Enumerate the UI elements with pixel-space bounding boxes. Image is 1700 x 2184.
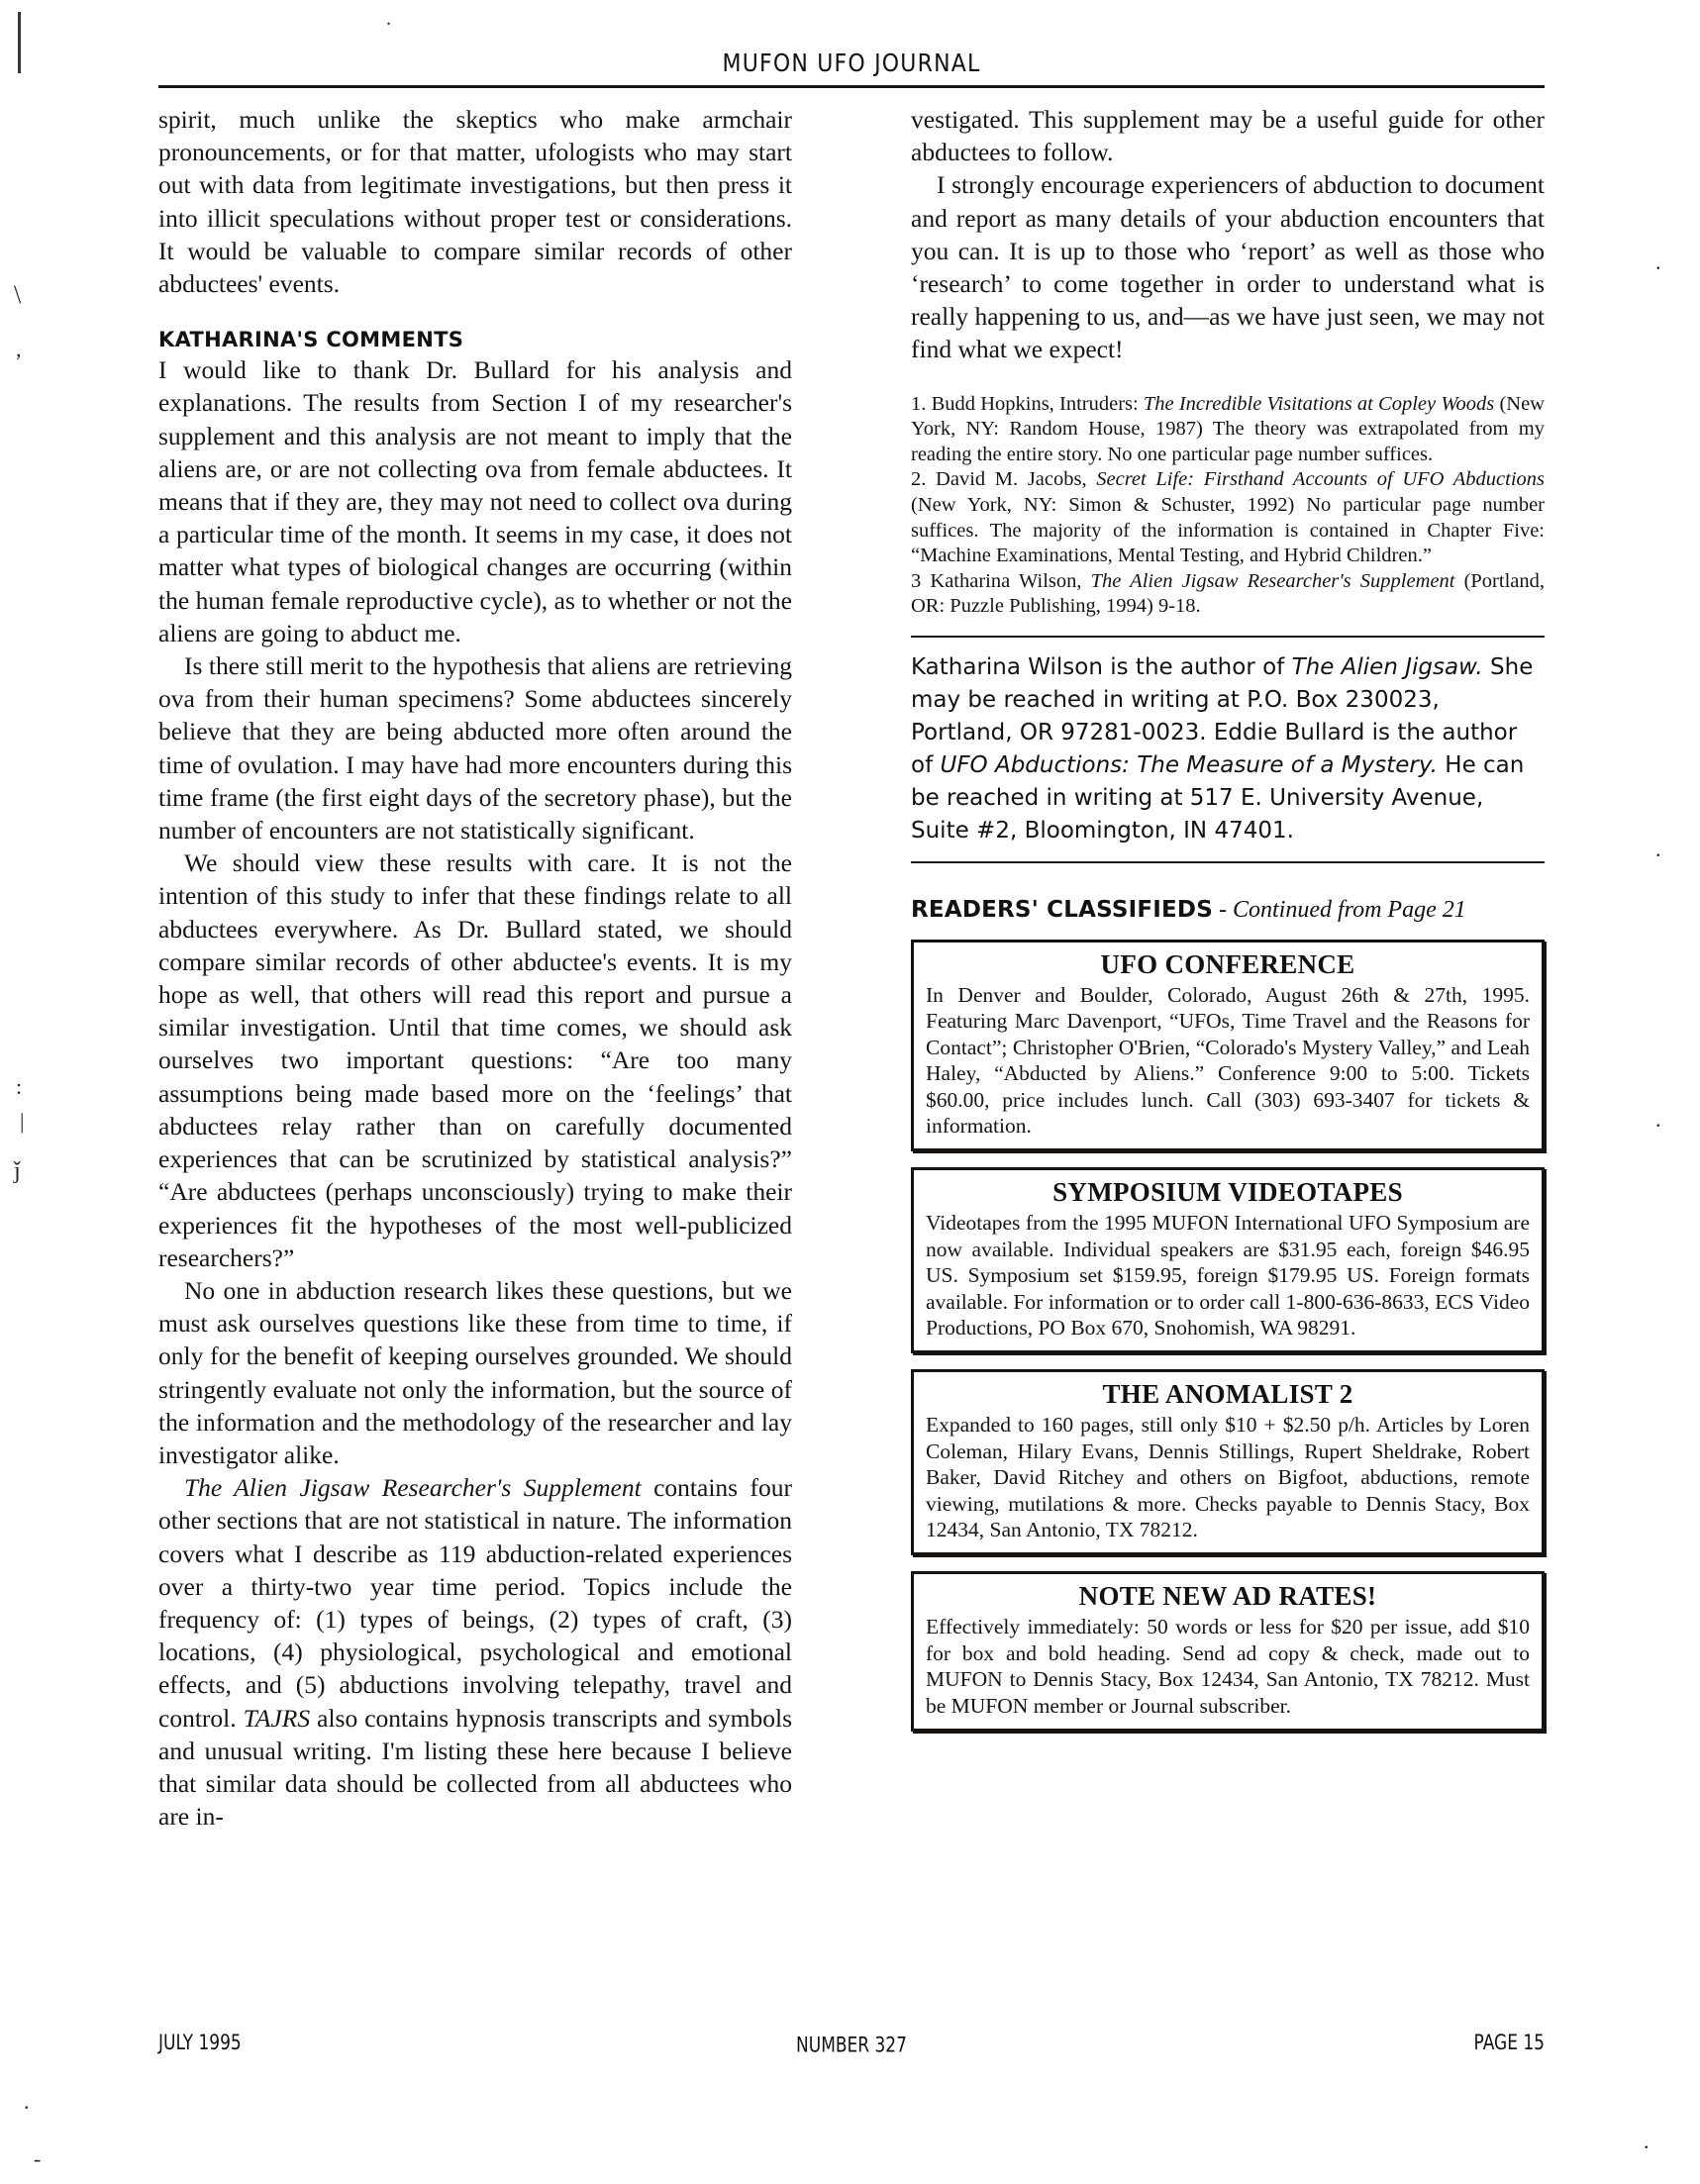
bio-text: Katharina Wilson is the author of <box>911 653 1292 680</box>
footnote-segment: (Portland, OR: Puzzle Publishing, 1994) 9-18. <box>911 569 1545 618</box>
footnote-segment: (New York, NY: Random House, 1987) The theory was extrapolated from my reading the entire story. No one particular page number suffices. <box>911 392 1545 465</box>
footnote-text <box>911 393 1545 465</box>
right-column <box>911 103 1545 1732</box>
book-title-italic: The Alien Jigsaw Researcher's Supplement <box>184 1473 642 1503</box>
footnote-number: 1. <box>911 392 927 415</box>
scan-speck-top: . <box>386 8 391 30</box>
paragraph-continued: spirit, much unlike the skeptics who make armchair pronouncements, or for that matter, ufologists who may start out with data from legitimate investigations, but then press it into illicit speculations without proper test or considerations. It would be valuable to compare similar records of other abductees' events. <box>158 105 792 299</box>
scan-speck-left-1: \ <box>14 280 22 309</box>
footer-page-number: PAGE 15 <box>1473 2031 1545 2055</box>
bio-divider-top <box>911 636 1545 638</box>
abbrev-italic: TAJRS <box>243 1703 311 1733</box>
ad-body: Videotapes from the 1995 MUFON International UFO Symposium are now available. Individual speakers are $31.95 each, foreign $46.95 US. Symposium set $159.95, foreign $179.95 US. Foreign formats available. For information or to order call 1-800-636-8633, ECS Video Productions, PO Box 670, Snohomish, WA 98291. <box>926 1211 1530 1340</box>
classifieds-continued: - Continued from Page 21 <box>1212 896 1466 923</box>
footnote-segment: David M. Jacobs, <box>926 468 1097 491</box>
footnote-segment: Katharina Wilson, <box>921 569 1091 592</box>
bio-text: She may be reached in writing at P.O. Box 230023, Portland, OR 97281-0023. Eddie Bullard is the author of <box>911 653 1534 778</box>
footnote-title-italic: The Incredible Visitations at Copley Woods <box>1143 392 1495 415</box>
scan-speck-left-2: , <box>16 337 22 361</box>
bio-divider-bottom <box>911 861 1545 863</box>
book-title-italic: The Alien Jigsaw. <box>1291 653 1483 680</box>
scan-speck-right-1: . <box>1655 249 1661 274</box>
paragraph: We should view these results with care. It is not the intention of this study to infer that these findings relate to all abductees everywhere. As Dr. Bullard stated, we should compare similar records of other abductee's events. It is my hope as well, that others will read this report and pursue a similar investigation. Until that time comes, we should ask ourselves two important questions: “Are too many assumptions being made based more on the ‘feelings’ that abductees relay rather than on carefully documented experiences that can be scrutinized by statistical analysis?” “Are abductees (perhaps unconsciously) trying to make their experiences fit the hypotheses of the most well-publicized researchers?” <box>158 848 792 1272</box>
scan-speck-left-4: | <box>20 1109 25 1134</box>
paragraph: No one in abduction research likes these questions, but we must ask ourselves questions like these from time to time, if only for the benefit of keeping ourselves grounded. We should stringently evaluate not only the information, but the source of the information and the methodology of the researcher and lay investigator alike. <box>158 1275 792 1469</box>
ad-box-note-new-ad-rates[interactable] <box>911 1571 1545 1732</box>
scan-speck-bottom-right: . <box>1644 2129 1650 2153</box>
paragraph-final <box>158 1471 792 1833</box>
footnote-title-italic: The Alien Jigsaw Researcher's Supplement <box>1090 569 1455 592</box>
footnote-item <box>911 569 1545 620</box>
footnote-segment: (New York, NY: Simon & Schuster, 1992) No particular page number suffices. The majority of the information is contained in Chapter Five: “Machine Examinations, Mental Testing, and Hybrid Children.” <box>911 494 1545 567</box>
paragraph-text: also contains hypnosis transcripts and symbols and unusual writing. I'm listing these here because I believe that similar data should be collected from all abductees who are in- <box>158 1703 793 1832</box>
footnote-number: 2. <box>911 468 927 491</box>
footnote-list <box>911 392 1545 620</box>
footnote-text <box>911 570 1545 618</box>
scan-speck-left-5: ǰ <box>14 1158 21 1184</box>
header-divider <box>158 85 1545 88</box>
footnote-item <box>911 392 1545 468</box>
paragraph: I strongly encourage experiencers of abduction to document and report as many details of your abduction encounters that you can. It is up to those who ‘report’ as well as those who ‘research’ to come together in order to understand what is really happening to us, and—as we have just seen, we may not find what we expect! <box>911 170 1545 364</box>
ad-box-the-anomalist[interactable] <box>911 1369 1545 1555</box>
journal-title: MUFON UFO JOURNAL <box>722 50 981 78</box>
ad-title: SYMPOSIUM VIDEOTAPES <box>1052 1177 1403 1208</box>
scan-speck-left-3: : <box>16 1074 23 1099</box>
scan-speck-right-3: . <box>1655 1107 1661 1132</box>
ad-box-ufo-conference[interactable] <box>911 940 1545 1151</box>
ad-title: UFO CONFERENCE <box>1100 948 1355 979</box>
scan-edge-line <box>18 12 21 73</box>
ad-title: NOTE NEW AD RATES! <box>1078 1581 1377 1612</box>
classifieds-title: READERS' CLASSIFIEDS <box>911 896 1213 923</box>
paragraph-continued: vestigated. This supplement may be a useful guide for other abductees to follow. <box>911 105 1545 167</box>
scan-speck-right-2: . <box>1655 837 1661 861</box>
left-column <box>158 103 792 1833</box>
footnote-item <box>911 467 1545 568</box>
footnote-text <box>911 468 1545 566</box>
footer-issue-number: NUMBER 327 <box>796 2033 907 2058</box>
paragraph-text: contains four other sections that are not statistical in nature. The information covers what I describe as 119 abduction-related experiences over a thirty-two year time period. Topics include the frequency of: (1) types of beings, (2) types of craft, (3) locations, (4) physiological, psychological and emotional effects, and (5) abductions involving telepathy, travel and control. <box>158 1473 792 1733</box>
page-header <box>158 51 1545 76</box>
ad-box-symposium-videotapes[interactable] <box>911 1167 1545 1353</box>
scan-speck-bottom-left: . <box>24 2089 30 2114</box>
ad-title: THE ANOMALIST 2 <box>1102 1379 1353 1410</box>
scan-speck-bottom: - <box>34 2146 42 2171</box>
ad-body: Effectively immediately: 50 words or less for $20 per issue, add $10 for box and bold heading. Send ad copy & check, made out to MUFON to Dennis Stacy, Box 12434, San Antonio, TX 78212. Must be MUFON member or Journal subscriber. <box>926 1615 1530 1718</box>
footnote-number: 3 <box>911 569 922 592</box>
author-bio <box>911 651 1545 847</box>
footnote-title-italic: Secret Life: Firsthand Accounts of UFO Abductions <box>1096 468 1546 491</box>
paragraph: Is there still merit to the hypothesis that aliens are retrieving ova from their human specimens? Some abductees sincerely believe that they are being abducted more often around the time of ovulation. I may have had more encounters during this time frame (the first eight days of the secretory phase), but the number of encounters are not statistically significant. <box>158 651 792 845</box>
footer-issue-date: JULY 1995 <box>158 2031 242 2055</box>
classifieds-header <box>911 897 1545 924</box>
footnote-segment: Budd Hopkins, Intruders: <box>926 392 1144 415</box>
ad-body: Expanded to 160 pages, still only $10 + $2.50 p/h. Articles by Loren Coleman, Hilary Evans, Dennis Stillings, Rupert Sheldrake, Robert Baker, David Ritchey and others on Bigfoot, abductions, remote viewing, mutilations & more. Checks payable to Dennis Stacy, Box 12434, San Antonio, TX 78212. <box>926 1413 1530 1542</box>
bio-text: He can be reached in writing at 517 E. University Avenue, Suite #2, Bloomington, IN 47401. <box>911 751 1525 844</box>
section-heading: KATHARINA'S COMMENTS <box>158 328 464 352</box>
paragraph: I would like to thank Dr. Bullard for his analysis and explanations. The results from Section I of my researcher's supplement and this analysis are not meant to imply that the aliens are, or are not collecting ova from female abductees. It means that if they are, they may not need to collect ova during a particular time of the month. It seems in my case, it does not matter what types of biological changes are occurring (within the human female reproductive cycle), as to whether or not the aliens are going to abduct me. <box>158 355 792 647</box>
ad-body: In Denver and Boulder, Colorado, August 26th & 27th, 1995. Featuring Marc Davenport, “UFOs, Time Travel and the Reasons for Contact”; Christopher O'Brien, “Colorado's Mystery Valley,” and Leah Haley, “Abducted by Aliens.” Conference 9:00 to 5:00. Tickets $60.00, price includes lunch. Call (303) 693-3407 for tickets & information. <box>926 982 1530 1138</box>
book-title-italic: UFO Abductions: The Measure of a Mystery. <box>940 751 1438 778</box>
